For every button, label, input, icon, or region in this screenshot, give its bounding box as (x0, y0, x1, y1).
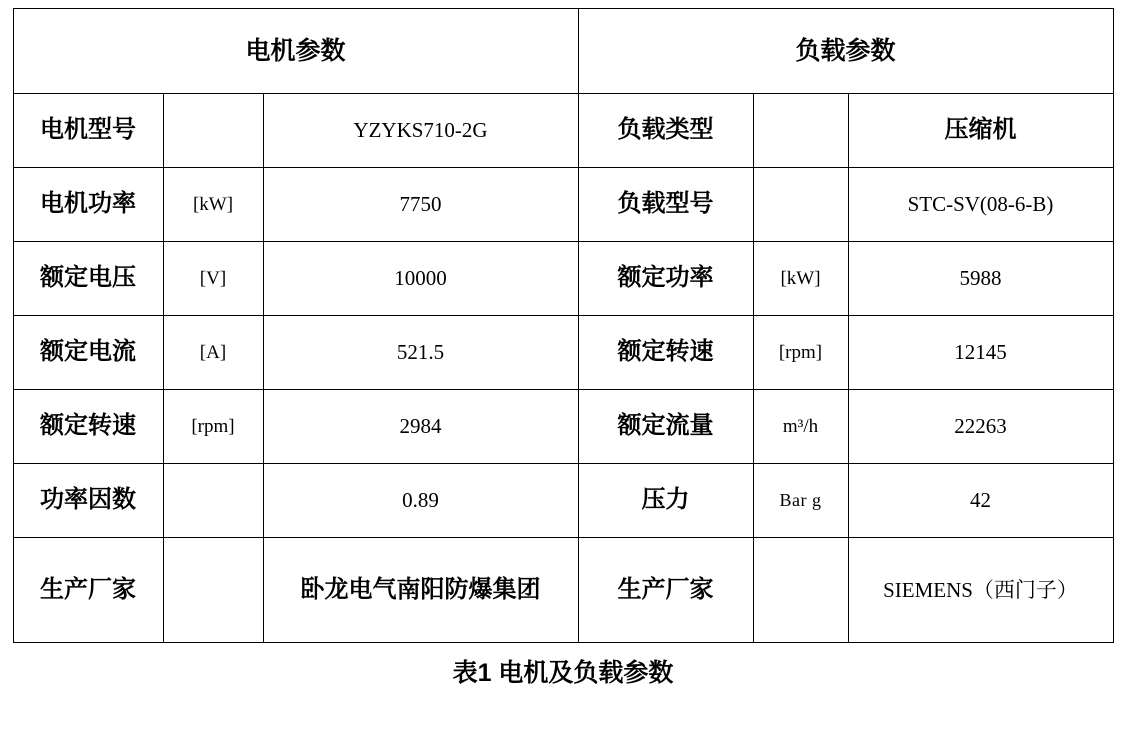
table-row (13, 538, 1113, 643)
load-row-label-2: 额定功率 (578, 242, 753, 316)
motor-row-label-2: 额定电压 (13, 242, 163, 316)
motor-row-unit-0 (163, 94, 263, 168)
motor-row-unit-4: [rpm] (163, 390, 263, 464)
motor-row-unit-1: [kW] (163, 168, 263, 242)
motor-row-label-1: 电机功率 (13, 168, 163, 242)
motor-row-unit-6 (163, 538, 263, 643)
load-row-value-1: STC-SV(08-6-B) (848, 168, 1113, 242)
table-caption: 表1 电机及负载参数 (452, 659, 674, 687)
motor-row-value-4: 2984 (263, 390, 578, 464)
motor-row-value-2: 10000 (263, 242, 578, 316)
load-row-label-0: 负载类型 (578, 94, 753, 168)
load-row-value-6: SIEMENS（西门子） (848, 538, 1113, 643)
motor-row-label-6: 生产厂家 (13, 538, 163, 643)
load-row-value-5: 42 (848, 464, 1113, 538)
load-row-value-3: 12145 (848, 316, 1113, 390)
load-row-value-2: 5988 (848, 242, 1113, 316)
motor-row-value-0: YZYKS710-2G (263, 94, 578, 168)
table-row (13, 316, 1113, 390)
load-row-unit-4: m³/h (753, 390, 848, 464)
table-row (13, 168, 1113, 242)
motor-load-parameter-table (13, 8, 1114, 643)
load-row-unit-6 (753, 538, 848, 643)
motor-row-unit-2: [V] (163, 242, 263, 316)
load-row-label-6: 生产厂家 (578, 538, 753, 643)
load-row-unit-2: [kW] (753, 242, 848, 316)
motor-row-value-1: 7750 (263, 168, 578, 242)
load-row-label-5: 压力 (578, 464, 753, 538)
motor-row-label-0: 电机型号 (13, 94, 163, 168)
load-row-label-4: 额定流量 (578, 390, 753, 464)
motor-row-value-6: 卧龙电气南阳防爆集团 (263, 538, 578, 643)
motor-row-label-3: 额定电流 (13, 316, 163, 390)
motor-row-unit-3: [A] (163, 316, 263, 390)
load-row-label-3: 额定转速 (578, 316, 753, 390)
table-header-row (13, 9, 1113, 94)
table-row (13, 242, 1113, 316)
load-row-unit-3: [rpm] (753, 316, 848, 390)
load-row-value-0: 压缩机 (848, 94, 1113, 168)
motor-row-value-3: 521.5 (263, 316, 578, 390)
motor-row-label-4: 额定转速 (13, 390, 163, 464)
table-row (13, 390, 1113, 464)
load-row-unit-5: Bar g (753, 464, 848, 538)
load-row-label-1: 负载型号 (578, 168, 753, 242)
load-row-unit-0 (753, 94, 848, 168)
load-row-value-4: 22263 (848, 390, 1113, 464)
motor-row-value-5: 0.89 (263, 464, 578, 538)
load-row-unit-1 (753, 168, 848, 242)
table-row (13, 94, 1113, 168)
motor-row-unit-5 (163, 464, 263, 538)
group-header-load: 负载参数 (578, 9, 1113, 94)
group-header-motor: 电机参数 (13, 9, 578, 94)
table-row (13, 464, 1113, 538)
motor-row-label-5: 功率因数 (13, 464, 163, 538)
